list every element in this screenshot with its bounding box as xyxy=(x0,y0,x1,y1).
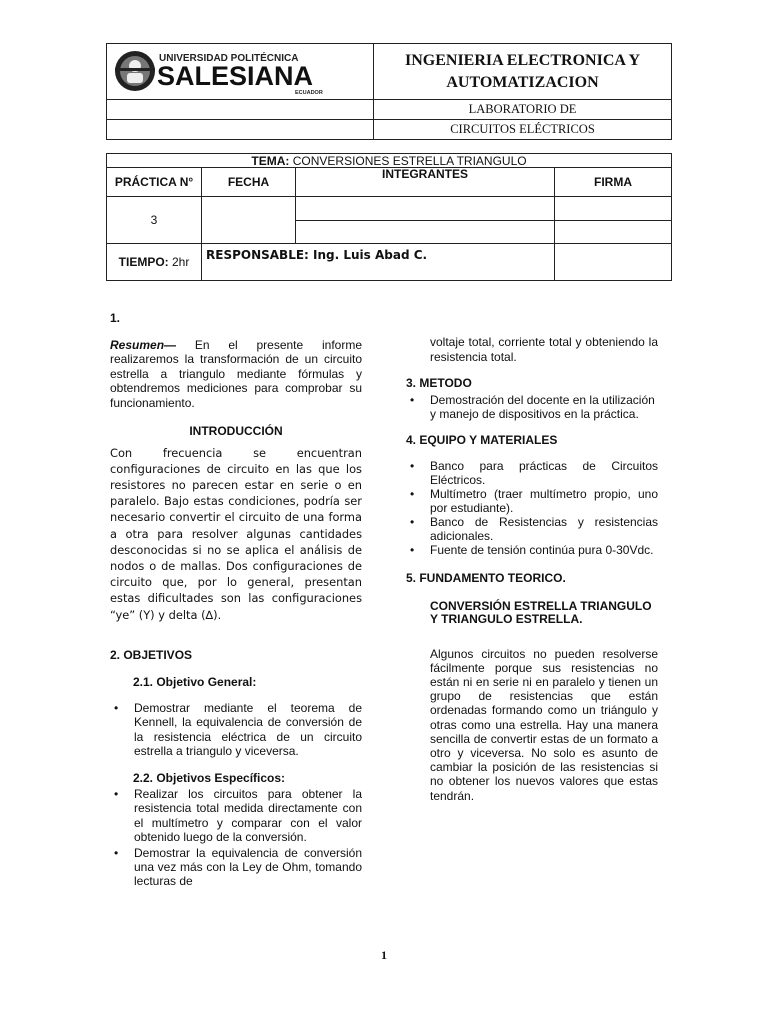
specific-objective-2: • Demostrar la equivalencia de conversión una vez más con la Ley de Ohm, tomando lecturas de xyxy=(114,846,362,889)
bullet-icon: • xyxy=(410,515,415,529)
conversion-text: Algunos circuitos no pueden resolverse fácilmente porque sus resistencias no están ni en serie ni en paralelo y tienen un grupo de resistencias que están ordenadas formando como un triángulo y otras como una estrella. Hay una manera sencilla de convertir estas de un formato a otro y viceversa. No solo es asunto de cambiar la posición de las resistencias si no obtener los nuevos valores que estas tendrán. xyxy=(430,646,658,803)
equipment-item: • Banco de Resistencias y resistencias adicionales. xyxy=(410,515,658,543)
university-logo-icon xyxy=(107,44,373,96)
firma-1 xyxy=(555,197,672,221)
info-table xyxy=(106,153,672,281)
blank-cell xyxy=(107,100,374,120)
equipment-item: • Multímetro (traer multímetro propio, uno por estudiante). xyxy=(410,487,658,515)
tiempo-label: TIEMPO: xyxy=(118,255,169,269)
tiempo-cell xyxy=(107,244,202,281)
blank-cell xyxy=(107,120,374,140)
continued-text: voltaje total, corriente total y obteniendo la resistencia total. xyxy=(430,335,658,364)
method-heading: 3. METODO xyxy=(406,376,472,390)
bullet-icon: • xyxy=(410,543,415,557)
intro-heading: INTRODUCCIÓN xyxy=(189,424,283,438)
logo-text-3: ECUADOR xyxy=(295,90,323,96)
integrante-1 xyxy=(296,197,555,221)
abstract-label: Resumen— xyxy=(110,337,177,352)
tema-row xyxy=(107,154,672,168)
equipment-item: • Banco para prácticas de Circuitos Eléctricos. xyxy=(410,459,658,487)
conversion-heading: CONVERSIÓN ESTRELLA TRIANGULO Y TRIANGULO ESTRELLA. xyxy=(430,598,652,626)
fecha-label: FECHA xyxy=(202,168,296,197)
theory-heading: 5. FUNDAMENTO TEORICO. xyxy=(406,571,566,585)
bullet-icon: • xyxy=(410,459,415,473)
practica-label: PRÁCTICA N° xyxy=(107,168,202,197)
tema-label: TEMA: xyxy=(251,153,290,168)
fecha-value xyxy=(202,197,296,244)
logo-text-1: UNIVERSIDAD POLITÉCNICA xyxy=(159,53,299,64)
firma-label: FIRMA xyxy=(555,168,672,197)
equipment-heading: 4. EQUIPO Y MATERIALES xyxy=(406,432,558,447)
logo-text-2: SALESIANA xyxy=(157,61,314,91)
integrantes-label: INTEGRANTES xyxy=(296,168,555,197)
equipment-item: • Fuente de tensión continúa pura 0-30Vdc. xyxy=(410,543,654,557)
tema-value: CONVERSIONES ESTRELLA TRIANGULO xyxy=(292,153,527,168)
lab-line-1: LABORATORIO DE xyxy=(374,100,672,120)
objectives-heading: 2. OBJETIVOS xyxy=(110,647,193,662)
practica-value: 3 xyxy=(107,197,202,244)
specific-objective-1: • Realizar los circuitos para obtener la resistencia total medida directamente con el multímetro y comparar con el valor obtenido luego de la conversión. xyxy=(114,787,362,844)
logo-cell xyxy=(107,44,374,100)
program-title: INGENIERIA ELECTRONICA Y AUTOMATIZACION xyxy=(374,44,672,100)
lab-line-2: CIRCUITOS ELÉCTRICOS xyxy=(374,120,672,140)
bullet-icon: • xyxy=(410,487,415,501)
bullet-icon: • xyxy=(114,700,119,715)
tiempo-value: 2hr xyxy=(172,255,190,269)
equipment-list xyxy=(406,459,658,557)
abstract xyxy=(110,338,362,411)
integrante-2 xyxy=(296,221,555,244)
bullet-icon: • xyxy=(410,392,415,407)
bullet-icon: • xyxy=(114,846,119,861)
bullet-icon: • xyxy=(114,787,119,802)
intro-text: Con frecuencia se encuentran configuraciones de circuito en las que los resistores no parecen estar en serie o en paralelo. Bajo estas condiciones, podría ser necesario convertir el circuito de una forma a otra para resolver algunas cantidades desconocidas si no se aplica el análisis de nodos o de mallas. Dos configuraciones de circuito que, por lo general, presentan estas dificultades son las configuraciones “ye” (Y) y delta (∆). xyxy=(110,445,362,622)
firma-3 xyxy=(555,244,672,281)
left-column xyxy=(110,311,362,889)
header-table xyxy=(106,43,672,140)
page-number: 1 xyxy=(381,948,387,962)
firma-2 xyxy=(555,221,672,244)
method-item: • Demostración del docente en la utilización y manejo de dispositivos en la práctica. xyxy=(410,392,655,421)
general-objective-item: • Demostrar mediante el teorema de Kennell, la equivalencia de conversión de la resistencia eléctrica de un circuito estrella a triangulo y viceversa. xyxy=(114,700,362,759)
section-number-1: 1. xyxy=(110,311,121,325)
abstract-text: En el presente informe realizaremos la transformación de un circuito estrella a triangulo mediante fórmulas y obtendremos mediciones para comprobar su funcionamiento. xyxy=(110,337,362,410)
responsable: RESPONSABLE: Ing. Luis Abad C. xyxy=(202,244,555,281)
right-column xyxy=(406,335,658,803)
specific-objectives-heading: 2.2. Objetivos Específicos: xyxy=(133,770,286,785)
general-objective-heading: 2.1. Objetivo General: xyxy=(133,675,257,690)
